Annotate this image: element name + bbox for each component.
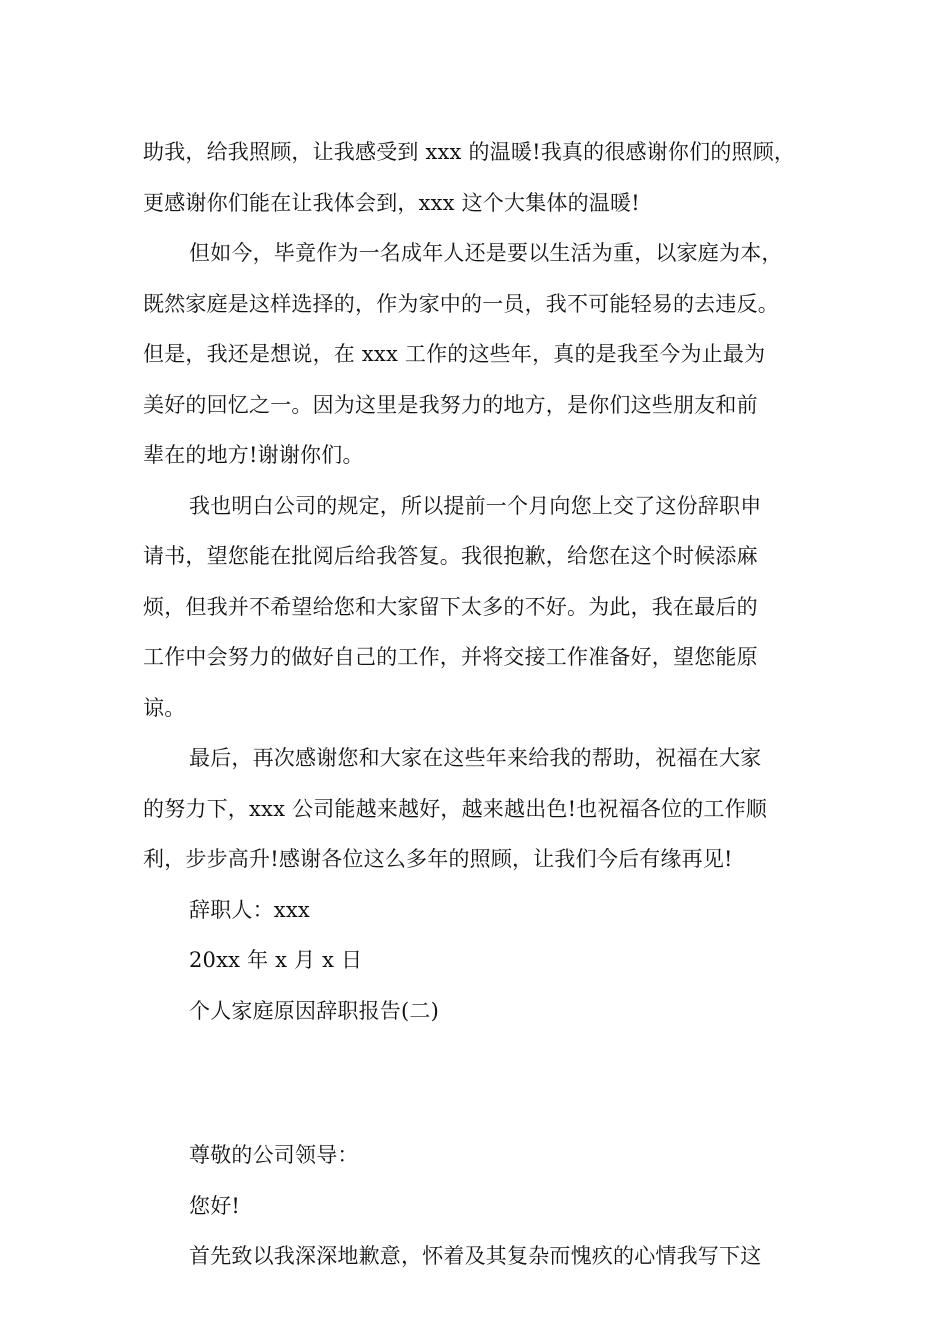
text-line: 更感谢你们能在让我体会到，xxx 这个大集体的温暖! <box>143 190 640 215</box>
blank-spacer <box>143 1036 833 1130</box>
text-line: 助我，给我照顾，让我感受到 xxx 的温暖!我真的很感谢你们的照顾， <box>143 140 796 164</box>
text-line: 的努力下，xxx 公司能越来越好，越来越出色!也祝福各位的工作顺 <box>143 796 768 821</box>
greeting-line: 您好! <box>189 1193 241 1218</box>
text-line: 谅。 <box>143 695 186 720</box>
text-line: 利，步步高升!感谢各位这么多年的照顾，让我们今后有缘再见! <box>143 847 733 871</box>
text-line: 但是，我还是想说，在 xxx 工作的这些年，真的是我至今为止最为 <box>143 342 766 366</box>
section-title: 个人家庭原因辞职报告(二) <box>189 998 439 1023</box>
paragraph-start-line: 首先致以我深深地歉意，怀着及其复杂而愧疚的心情我写下这 <box>189 1244 762 1268</box>
salutation-line: 尊敬的公司领导： <box>189 1143 359 1167</box>
date-line: 20xx 年 x 月 x 日 <box>189 948 363 972</box>
text-line: 既然家庭是这样选择的，作为家中的一员，我不可能轻易的去违反。 <box>143 291 779 316</box>
paragraph-start-line: 但如今，毕竟作为一名成年人还是要以生活为重，以家庭为本， <box>189 241 783 265</box>
text-line: 烦，但我并不希望给您和大家留下太多的不好。为此，我在最后的 <box>143 594 758 619</box>
signature-line: 辞职人：xxx <box>189 897 310 922</box>
text-line: 请书，望您能在批阅后给我答复。我很抱歉，给您在这个时候添麻 <box>143 544 758 568</box>
text-line: 辈在的地方!谢谢你们。 <box>143 443 364 467</box>
document-body <box>143 127 833 1282</box>
text-line: 工作中会努力的做好自己的工作，并将交接工作准备好，望您能原 <box>143 645 758 669</box>
paragraph-start-line: 我也明白公司的规定，所以提前一个月向您上交了这份辞职申 <box>189 493 762 518</box>
text-line: 美好的回忆之一。因为这里是我努力的地方，是你们这些朋友和前 <box>143 392 758 417</box>
paragraph-start-line: 最后，再次感谢您和大家在这些年来给我的帮助，祝福在大家 <box>189 746 762 770</box>
